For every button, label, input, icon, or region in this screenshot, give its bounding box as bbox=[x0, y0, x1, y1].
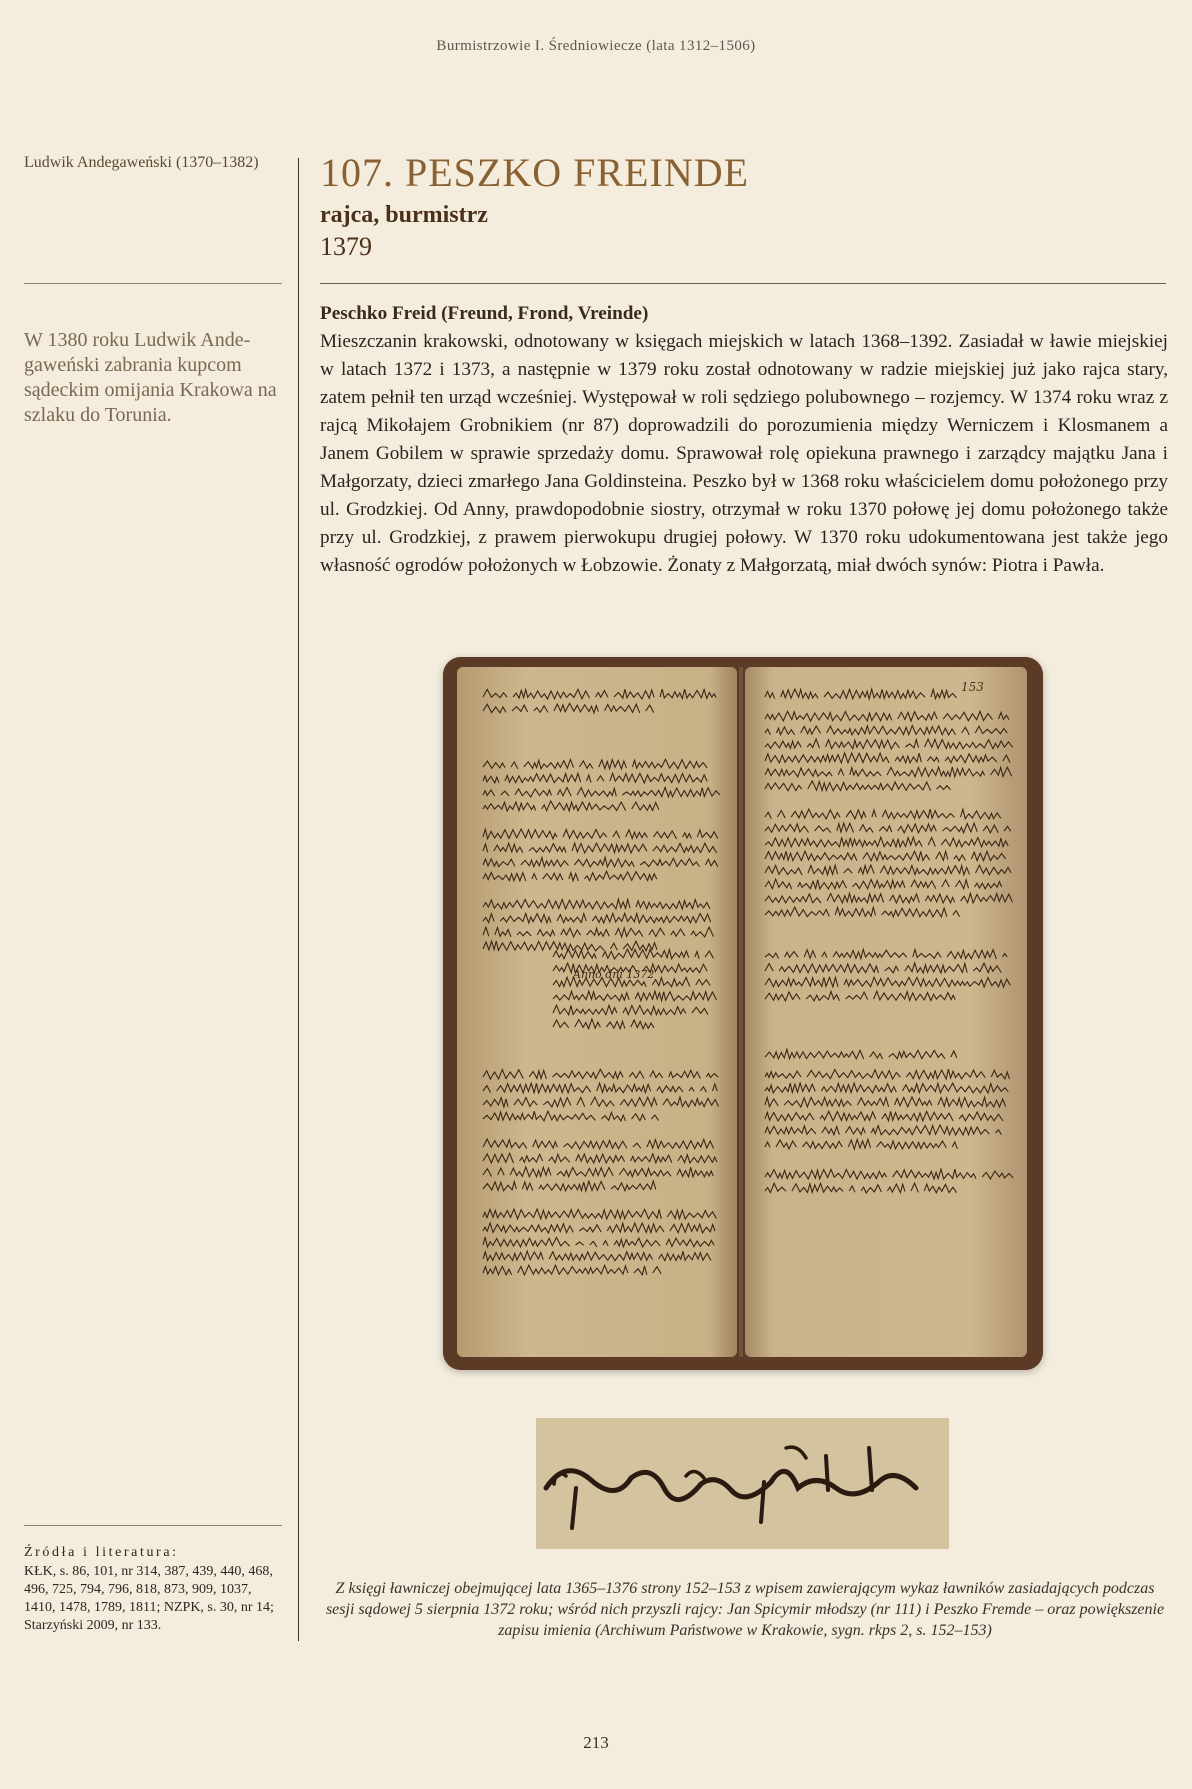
figure-caption: Z księgi ławniczej obejmującej lata 1365–1376 strony 152–153 z wpisem zawierającym wykaz ławników zasiadających podczas sesji sądowej 5 sierpnia 1372 roku; wśród nich przyszli rajcy: Jan Spicymir młodszy (nr 111) i Peszko Fremde – oraz powiększenie zapisu imienia (Archiwum Państwowe w Krakowie, sygn. rkps 2, s. 152–153) bbox=[325, 1580, 1165, 1639]
entry-roles: rajca, burmistrz bbox=[320, 202, 488, 228]
signature-enlargement bbox=[536, 1418, 949, 1549]
biography-text: Mieszczanin krakowski, odnotowany w księgach miejskich w latach 1368–1392. Zasiadał w ławie miejskiej w latach 1372 i 1373, a następnie w 1379 roku został odnotowany w radzie miejskiej już jako rajca stary, zatem pełnił ten urząd wcześniej. Występował w roli sędziego polubownego – rozjemcy. W 1374 roku wraz z rajcą Mikołajem Grobnikiem (nr 87) doprowadzili do porozumienia między Werniczem i Klosmanem a Janem Gobilem w sprawie sprzedaży domu. Sprawował rolę opiekuna prawnego i zarządcy majątku Jana i Małgorzaty, dzieci zmarłego Jana Goldinsteina. Peszko był w 1368 roku właścicielem domu położonego przy ul. Grodzkiej. Od Anny, prawdopodobnie siostry, otrzymał w roku 1370 połowę jej domu położonego także przy ul. Grodzkiej, z prawem pierwokupu drugiej połowy. W 1370 roku udokumentowana jest także jego własność ogrodów położonych w Łobzowie. Żonaty z Małgorzatą, miał dwóch synów: Piotra i Pawła. bbox=[320, 331, 1168, 576]
entry-header bbox=[320, 150, 1170, 264]
folio-mark-153: 153 bbox=[961, 680, 984, 694]
sources-heading: Źródła i literatura: bbox=[24, 1545, 179, 1560]
year-mark: Anno dni 1372 bbox=[573, 968, 655, 981]
sidebar-note: W 1380 roku Ludwik Ande- gaweński zabrania kupcom sądeckim omijania Krakowa na szlaku do Torunia. bbox=[24, 329, 277, 426]
manuscript-image bbox=[443, 657, 1043, 1370]
header-rule bbox=[320, 283, 1166, 284]
column-divider bbox=[298, 158, 299, 1641]
sources-text: KŁK, s. 86, 101, nr 314, 387, 439, 440, 468, 496, 725, 794, 796, 818, 873, 909, 1037, 1410, 1478, 1789, 1811; NZPK, s. 30, nr 14; Starzyński 2009, nr 133. bbox=[24, 1564, 274, 1633]
name-variants: Peschko Freid (Freund, Frond, Vreinde) bbox=[320, 303, 649, 324]
page-number: 213 bbox=[583, 1733, 609, 1752]
entry-body bbox=[320, 300, 1168, 580]
sources-divider bbox=[24, 1525, 282, 1526]
entry-title: 107. PESZKO FREINDE bbox=[320, 150, 750, 195]
running-head: Burmistrzowie I. Średniowiecze (lata 1312–1506) bbox=[436, 38, 756, 54]
sidebar bbox=[24, 154, 282, 172]
entry-years: 1379 bbox=[320, 232, 372, 261]
sources-block bbox=[24, 1544, 286, 1635]
signature-image bbox=[536, 1418, 949, 1549]
manuscript-photo bbox=[443, 657, 1043, 1370]
sidebar-divider bbox=[24, 283, 282, 284]
reign-label: Ludwik Andegaweński (1370–1382) bbox=[24, 154, 259, 171]
